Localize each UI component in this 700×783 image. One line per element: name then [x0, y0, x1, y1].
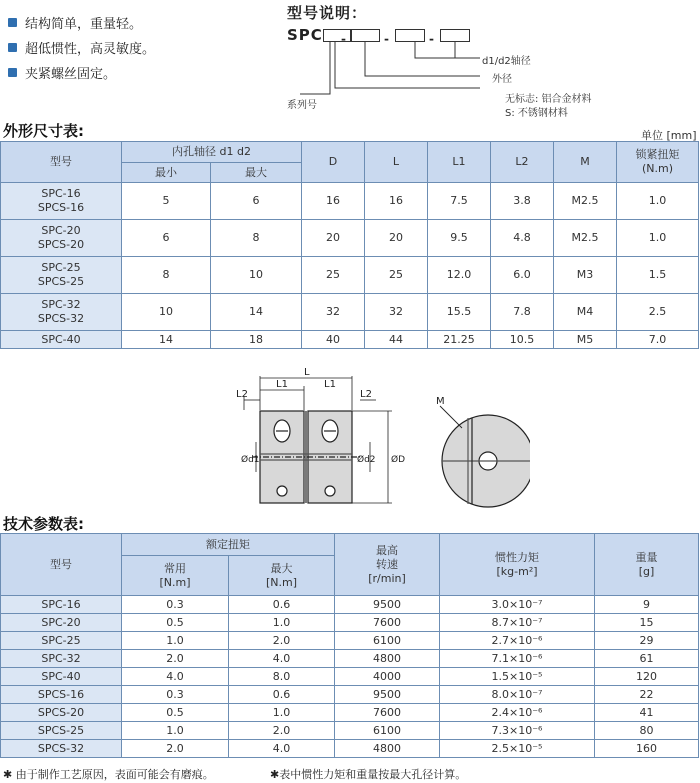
table-cell: 4.0	[122, 668, 229, 686]
header-torque: 锁紧扭矩 (N.m)	[617, 142, 699, 183]
table-row	[1, 331, 699, 349]
feature-item	[8, 35, 155, 60]
cell-D: 20	[302, 220, 365, 257]
cell-torque: 1.0	[617, 220, 699, 257]
table-cell: 2.0	[122, 650, 229, 668]
table-cell: 3.0×10⁻⁷	[440, 596, 595, 614]
table-cell: 2.5×10⁻⁵	[440, 740, 595, 758]
cell-D: 25	[302, 257, 365, 294]
table-cell: SPC-32	[1, 650, 122, 668]
cell-L2: 10.5	[491, 331, 554, 349]
table-cell: 22	[595, 686, 699, 704]
bullet-icon	[8, 18, 17, 27]
cell-L: 16	[365, 183, 428, 220]
cell-max: 10	[211, 257, 302, 294]
table-cell: 0.3	[122, 686, 229, 704]
model-dash: -	[429, 32, 434, 46]
header-L: L	[365, 142, 428, 183]
cell-D: 16	[302, 183, 365, 220]
header-max: 最大 [N.m]	[229, 556, 335, 596]
header-inertia: 惯性力矩 [kg-m²]	[440, 534, 595, 596]
table-row	[1, 740, 699, 758]
table-cell: 4800	[335, 650, 440, 668]
label-bore: d1/d2轴径	[482, 56, 531, 67]
coupling-drawing	[230, 366, 530, 516]
cell-L1: 15.5	[428, 294, 491, 331]
header-M: M	[554, 142, 617, 183]
cell-L1: 7.5	[428, 183, 491, 220]
dimension-table	[0, 141, 699, 349]
feature-text: 结构简单，重量轻。	[25, 17, 143, 32]
cell-L1: 12.0	[428, 257, 491, 294]
table-cell: 2.0	[229, 722, 335, 740]
tech-table-title: 技术参数表:	[3, 515, 84, 533]
table-cell: SPC-20	[1, 614, 122, 632]
cell-model: SPC-40	[1, 331, 122, 349]
cell-min: 10	[122, 294, 211, 331]
footnote-right: ✱表中惯性力矩和重量按最大孔径计算。	[270, 768, 467, 781]
header-D: D	[302, 142, 365, 183]
table-cell: 1.0	[229, 614, 335, 632]
table-cell: 7600	[335, 614, 440, 632]
table-cell: 0.5	[122, 614, 229, 632]
table-row	[1, 704, 699, 722]
table-cell: 8.0×10⁻⁷	[440, 686, 595, 704]
cell-torque: 2.5	[617, 294, 699, 331]
table-cell: 4000	[335, 668, 440, 686]
cell-L1: 21.25	[428, 331, 491, 349]
cell-min: 5	[122, 183, 211, 220]
feature-item	[8, 10, 155, 35]
dim-table-title: 外形尺寸表:	[3, 122, 84, 140]
dim-d2: Ød2	[357, 455, 376, 465]
table-cell: 7.1×10⁻⁶	[440, 650, 595, 668]
table-cell: 0.6	[229, 686, 335, 704]
cell-L2: 4.8	[491, 220, 554, 257]
cell-model: SPC-32 SPCS-32	[1, 294, 122, 331]
cell-model: SPC-16 SPCS-16	[1, 183, 122, 220]
model-prefix: SPC	[287, 26, 323, 44]
table-cell: 8.7×10⁻⁷	[440, 614, 595, 632]
bullet-icon	[8, 43, 17, 52]
feature-item	[8, 60, 155, 85]
table-cell: 6100	[335, 632, 440, 650]
table-cell: 1.5×10⁻⁵	[440, 668, 595, 686]
table-cell: 6100	[335, 722, 440, 740]
dim-L2-right: L2	[360, 389, 372, 400]
cell-max: 6	[211, 183, 302, 220]
dim-L1-right: L1	[324, 379, 336, 390]
table-cell: 2.0	[229, 632, 335, 650]
table-cell: 41	[595, 704, 699, 722]
table-cell: SPC-40	[1, 668, 122, 686]
cell-min: 6	[122, 220, 211, 257]
table-cell: 29	[595, 632, 699, 650]
cell-min: 14	[122, 331, 211, 349]
table-cell: 9500	[335, 686, 440, 704]
header-L1: L1	[428, 142, 491, 183]
header-normal: 常用 [N.m]	[122, 556, 229, 596]
cell-torque: 1.0	[617, 183, 699, 220]
header-model: 型号	[1, 534, 122, 596]
cell-M: M2.5	[554, 183, 617, 220]
table-cell: 0.5	[122, 704, 229, 722]
label-material-1: 无标志: 铝合金材料	[505, 94, 592, 105]
table-row	[1, 632, 699, 650]
table-cell: 7.3×10⁻⁶	[440, 722, 595, 740]
cell-L2: 7.8	[491, 294, 554, 331]
dim-L1-left: L1	[276, 379, 288, 390]
cell-max: 18	[211, 331, 302, 349]
table-cell: 61	[595, 650, 699, 668]
table-row	[1, 220, 699, 257]
model-dash: -	[384, 32, 389, 46]
header-weight: 重量 [g]	[595, 534, 699, 596]
label-series: 系列号	[287, 100, 317, 111]
table-cell: 1.0	[122, 722, 229, 740]
table-cell: 0.3	[122, 596, 229, 614]
table-cell: 4.0	[229, 740, 335, 758]
table-row	[1, 294, 699, 331]
table-cell: 0.6	[229, 596, 335, 614]
label-material-2: S: 不锈钢材料	[505, 108, 568, 119]
table-cell: 1.0	[122, 632, 229, 650]
cell-L: 44	[365, 331, 428, 349]
cell-M: M3	[554, 257, 617, 294]
cell-model: SPC-25 SPCS-25	[1, 257, 122, 294]
tech-table	[0, 533, 699, 758]
table-cell: SPCS-25	[1, 722, 122, 740]
table-cell: 4800	[335, 740, 440, 758]
header-L2: L2	[491, 142, 554, 183]
dim-L2-left: L2	[236, 389, 248, 400]
table-row	[1, 614, 699, 632]
table-cell: 4.0	[229, 650, 335, 668]
cell-model: SPC-20 SPCS-20	[1, 220, 122, 257]
cell-max: 8	[211, 220, 302, 257]
cell-min: 8	[122, 257, 211, 294]
cell-L1: 9.5	[428, 220, 491, 257]
cell-L: 32	[365, 294, 428, 331]
table-row	[1, 650, 699, 668]
table-row	[1, 596, 699, 614]
bullet-icon	[8, 68, 17, 77]
table-cell: SPCS-16	[1, 686, 122, 704]
table-row	[1, 183, 699, 220]
table-cell: 9500	[335, 596, 440, 614]
cell-max: 14	[211, 294, 302, 331]
table-cell: 160	[595, 740, 699, 758]
cell-D: 32	[302, 294, 365, 331]
cell-L2: 3.8	[491, 183, 554, 220]
table-row	[1, 686, 699, 704]
cell-L: 25	[365, 257, 428, 294]
table-row	[1, 722, 699, 740]
model-dash: -	[341, 32, 346, 46]
table-cell: SPC-16	[1, 596, 122, 614]
table-cell: SPC-25	[1, 632, 122, 650]
front-view	[440, 406, 530, 507]
table-cell: 7600	[335, 704, 440, 722]
cell-M: M4	[554, 294, 617, 331]
table-cell: 1.0	[229, 704, 335, 722]
label-outer: 外径	[492, 74, 512, 85]
header-min: 最小	[122, 163, 211, 183]
table-cell: 2.7×10⁻⁶	[440, 632, 595, 650]
header-speed: 最高 转速 [r/min]	[335, 534, 440, 596]
header-max: 最大	[211, 163, 302, 183]
dim-table-unit: 单位 [mm]	[641, 129, 697, 142]
feature-text: 超低惯性，高灵敏度。	[25, 42, 156, 57]
table-cell: SPCS-32	[1, 740, 122, 758]
model-explain-title: 型号说明：	[287, 4, 368, 22]
table-row	[1, 668, 699, 686]
table-cell: 15	[595, 614, 699, 632]
cell-torque: 7.0	[617, 331, 699, 349]
table-cell: 2.4×10⁻⁶	[440, 704, 595, 722]
footnote-left: ✱ 由于制作工艺原因，表面可能会有磨痕。	[3, 768, 214, 781]
feature-list	[8, 10, 155, 85]
feature-text: 夹紧螺丝固定。	[25, 67, 117, 82]
header-model: 型号	[1, 142, 122, 183]
cell-D: 40	[302, 331, 365, 349]
header-rated-torque: 额定扭矩	[122, 534, 335, 556]
table-row	[1, 257, 699, 294]
cell-M: M5	[554, 331, 617, 349]
cell-M: M2.5	[554, 220, 617, 257]
dim-L: L	[304, 367, 310, 378]
cell-L: 20	[365, 220, 428, 257]
table-cell: 80	[595, 722, 699, 740]
dim-d1: Ød1	[241, 455, 260, 465]
dim-D: ØD	[391, 455, 406, 465]
table-cell: 2.0	[122, 740, 229, 758]
table-cell: 9	[595, 596, 699, 614]
cell-torque: 1.5	[617, 257, 699, 294]
dim-M: M	[436, 396, 445, 407]
cell-L2: 6.0	[491, 257, 554, 294]
table-cell: 120	[595, 668, 699, 686]
table-cell: 8.0	[229, 668, 335, 686]
table-cell: SPCS-20	[1, 704, 122, 722]
header-bore: 内孔轴径 d1 d2	[122, 142, 302, 163]
